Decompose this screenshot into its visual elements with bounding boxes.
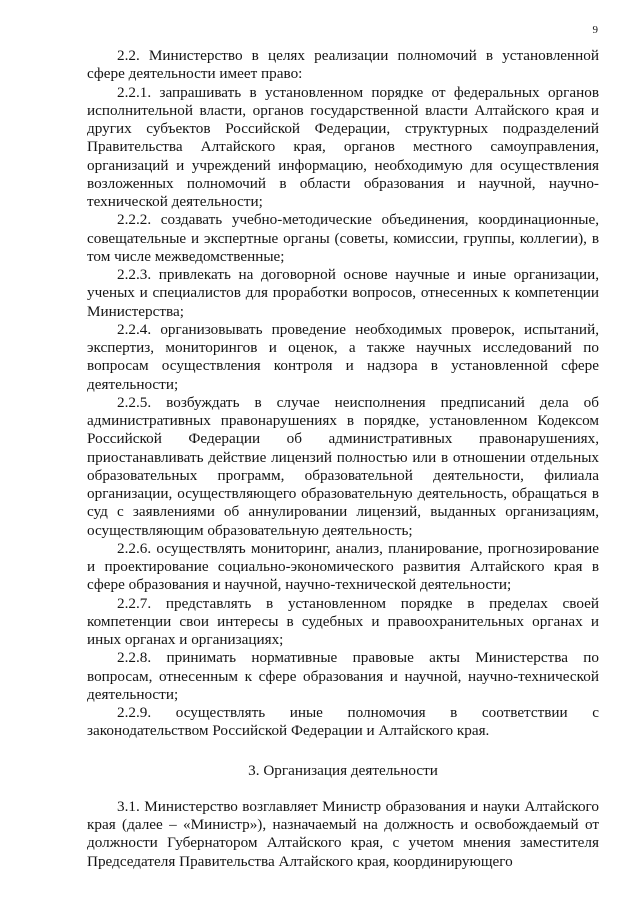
paragraph-2-2: 2.2. Министерство в целях реализации полномочий в установленной сфере деятельности имеет право:: [87, 47, 599, 83]
paragraph-2-2-2: 2.2.2. создавать учебно-методические объединения, координационные, совещательные и экспертные органы (советы, комиссии, группы, коллегии), в том числе межведомственные;: [87, 211, 599, 265]
paragraph-2-2-5: 2.2.5. возбуждать в случае неисполнения предписаний дела об административных правонарушениях в порядке, установленном Кодексом Российской Федерации об административных правонарушениях, приостанавливать действие лицензий полностью или в отношении отдельных образовательных программ, образовательной деятельности, филиала организации, осуществляющего образовательную деятельность, обращаться в суд с заявлениями об аннулировании лицензий, выданных организациям, осуществляющим образовательную деятельность;: [87, 393, 599, 539]
page-number: 9: [592, 24, 598, 36]
paragraph-2-2-1: 2.2.1. запрашивать в установленном порядке от федеральных органов исполнительной власти, органов государственной власти Алтайского края и других субъектов Российской Федерации, структурных подразделений Правительства Алтайского края, органов местного самоуправления, организаций и учреждений информацию, необходимую для осуществления возложенных полномочий в области образования и научной, научно-технической деятельности;: [87, 83, 599, 210]
paragraph-2-2-9: 2.2.9. осуществлять иные полномочия в соответствии с законодательством Российской Федерации и Алтайского края.: [87, 704, 599, 740]
paragraph-3-1: 3.1. Министерство возглавляет Министр образования и науки Алтайского края (далее – «Министр»), назначаемый на должность и освобождаемый от должности Губернатором Алтайского края, с учетом мнения заместителя Председателя Правительства Алтайского края, координирующего: [87, 797, 599, 870]
paragraph-2-2-8: 2.2.8. принимать нормативные правовые акты Министерства по вопросам, отнесенным к сфере образования и научной, научно-технической деятельности;: [87, 649, 599, 703]
paragraph-2-2-6: 2.2.6. осуществлять мониторинг, анализ, планирование, прогнозирование и проектирование социально-экономического развития Алтайского края в сфере образования и научной, научно-технической деятельности;: [87, 539, 599, 594]
paragraph-2-2-4: 2.2.4. организовывать проведение необходимых проверок, испытаний, экспертиз, мониторингов и оценок, а также научных исследований по вопросам осуществления контроля и надзора в установленной сфере деятельности;: [87, 320, 599, 393]
paragraph-2-2-3: 2.2.3. привлекать на договорной основе научные и иные организации, ученых и специалистов для проработки вопросов, отнесенных к компетенции Министерства;: [87, 266, 599, 320]
section-heading: 3. Организация деятельности: [248, 761, 438, 779]
document-body: [87, 47, 599, 871]
paragraph-2-2-7: 2.2.7. представлять в установленном порядке в пределах своей компетенции свои интересы в судебных и правоохранительных органах и иных органах и организациях;: [87, 594, 599, 648]
